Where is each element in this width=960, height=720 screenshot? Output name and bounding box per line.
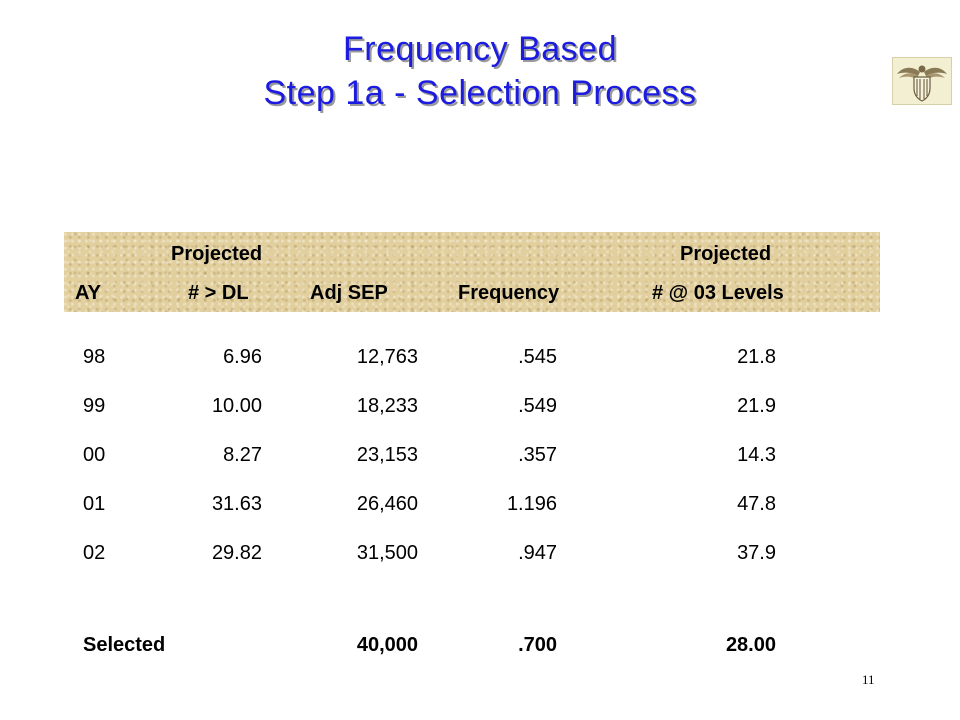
cell-frequency: .545	[518, 346, 557, 368]
selected-levels: 28.00	[725, 634, 776, 656]
cell-frequency: .549	[518, 395, 557, 417]
cell-frequency: 1.196	[506, 493, 557, 515]
slide-title-line-2: Step 1a - Selection Process	[263, 74, 697, 112]
cell-levels: 37.9	[737, 542, 776, 564]
cell-frequency: .947	[518, 542, 557, 564]
header-adj-sep: Adj SEP	[310, 282, 388, 304]
header-levels: # @ 03 Levels	[652, 282, 784, 304]
cell-ay: 99	[83, 395, 106, 417]
page-number: 11	[862, 672, 875, 687]
cell-levels: 21.8	[737, 346, 776, 368]
cell-ay: 98	[83, 346, 106, 368]
header-projected-dl: Projected	[171, 243, 263, 265]
cell-levels: 47.8	[737, 493, 776, 515]
header-ay: AY	[75, 282, 101, 304]
slide-title-line-1: Frequency Based	[343, 30, 617, 68]
selected-label: Selected	[83, 634, 166, 656]
cell-ay: 00	[83, 444, 106, 466]
selected-adj-sep: 40,000	[356, 634, 418, 656]
cell-dl: 8.27	[223, 444, 262, 466]
cell-adj-sep: 26,460	[356, 493, 418, 515]
cell-ay: 01	[83, 493, 106, 515]
cell-dl: 10.00	[211, 395, 262, 417]
cell-levels: 14.3	[737, 444, 776, 466]
header-dl: # > DL	[188, 282, 249, 304]
cell-dl: 29.82	[211, 542, 262, 564]
header-projected-levels: Projected	[680, 243, 772, 265]
selected-frequency: .700	[518, 634, 557, 656]
cell-adj-sep: 31,500	[356, 542, 418, 564]
eagle-shield-crest-icon	[892, 57, 952, 105]
cell-dl: 6.96	[223, 346, 262, 368]
cell-dl: 31.63	[211, 493, 262, 515]
cell-adj-sep: 18,233	[356, 395, 418, 417]
cell-levels: 21.9	[737, 395, 776, 417]
cell-adj-sep: 23,153	[356, 444, 418, 466]
cell-frequency: .357	[518, 444, 557, 466]
header-frequency: Frequency	[458, 282, 560, 304]
cell-ay: 02	[83, 542, 106, 564]
cell-adj-sep: 12,763	[356, 346, 418, 368]
